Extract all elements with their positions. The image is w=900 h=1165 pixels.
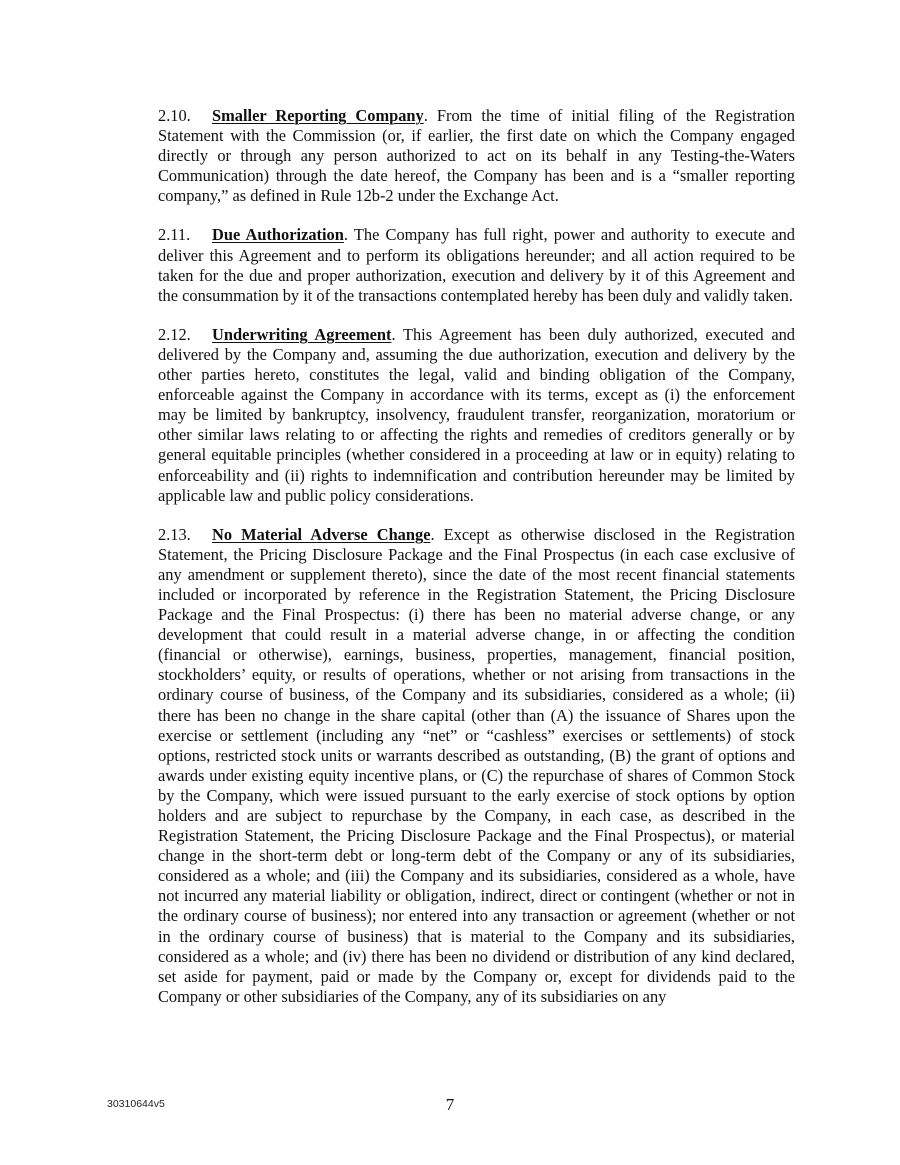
section-text: . From the time of initial filing of the Registration Statement with the Commission (or, if earlier, the first date on which the Company engaged directly or through any person authorized to act on its behalf in any Testing-the-Waters Communication) through the date hereof, the Company has been and is a “smaller reporting company,” as defined in Rule 12b-2 under the Exchange Act. bbox=[158, 106, 795, 206]
section-number: 2.13. bbox=[158, 524, 191, 544]
section-2-11 bbox=[158, 225, 795, 305]
section-text: . This Agreement has been duly authorized, executed and delivered by the Company and, assuming the due authorization, execution and delivery by the other parties hereto, constitutes the legal, valid and binding obligation of the Company, enforceable against the Company in accordance with its terms, except as (i) the enforcement may be limited by bankruptcy, insolvency, fraudulent transfer, reorganization, moratorium or other similar laws relating to or affecting the rights and remedies of creditors generally or by general equitable principles (whether considered in a proceeding at law or in equity) relating to enforceability and (ii) rights to indemnification and contribution hereunder may be limited by applicable law and public policy considerations. bbox=[158, 324, 795, 505]
section-number: 2.11. bbox=[158, 225, 191, 245]
section-title: Due Authorization bbox=[212, 225, 344, 245]
section-title: No Material Adverse Change bbox=[212, 524, 431, 544]
section-title: Smaller Reporting Company bbox=[212, 106, 424, 125]
section-number: 2.10. bbox=[158, 106, 191, 125]
section-text: . The Company has full right, power and authority to execute and deliver this Agreement and to perform its obligations hereunder; and all action required to be taken for the due and proper authorization, execution and delivery by it of this Agreement and the consummation by it of the transactions contemplated hereby has been duly and validly taken. bbox=[158, 225, 795, 305]
section-text: . Except as otherwise disclosed in the Registration Statement, the Pricing Disclosure Package and the Final Prospectus (in each case exclusive of any amendment or supplement thereto), since the date of the most recent financial statements included or incorporated by reference in the Registration Statement, the Pricing Disclosure Package and the Final Prospectus: (i) there has been no material adverse change, or any development that could result in a material adverse change, in or affecting the condition (financial or otherwise), earnings, business, properties, management, financial position, stockholders’ equity, or results of operations, whether or not arising from transactions in the ordinary course of business, of the Company and its subsidiaries, considered as a whole; (ii) there has been no change in the share capital (other than (A) the issuance of Shares upon the exercise or settlement (including any “net” or “cashless” exercises or settlements) of stock options, restricted stock units or warrants described as outstanding, (B) the grant of options and awards under existing equity incentive plans, or (C) the repurchase of shares of Common Stock by the Company, which were issued pursuant to the early exercise of stock options by option holders and are subject to repurchase by the Company, in each case, as described in the Registration Statement, the Pricing Disclosure Package and the Final Prospectus), or material change in the short-term debt or long-term debt of the Company or any of its subsidiaries, considered as a whole; and (iii) the Company and its subsidiaries, considered as a whole, have not incurred any material liability or obligation, indirect, direct or contingent (whether or not in the ordinary course of business); nor entered into any transaction or agreement (whether or not in the ordinary course of business) that is material to the Company and its subsidiaries, considered as a whole; and (iv) there has been no dividend or distribution of any kind declared, set aside for payment, paid or made by the Company or, except for dividends paid to the Company or other subsidiaries of the Company, any of its subsidiaries on any bbox=[158, 524, 795, 1006]
section-2-13 bbox=[158, 525, 795, 1007]
document-body bbox=[158, 106, 795, 1026]
section-number: 2.12. bbox=[158, 324, 191, 344]
section-2-12 bbox=[158, 325, 795, 506]
page-number: 7 bbox=[445, 1095, 455, 1114]
section-2-10 bbox=[158, 106, 795, 206]
section-title: Underwriting Agreement bbox=[212, 324, 392, 344]
document-id: 30310644v5 bbox=[107, 1098, 165, 1110]
